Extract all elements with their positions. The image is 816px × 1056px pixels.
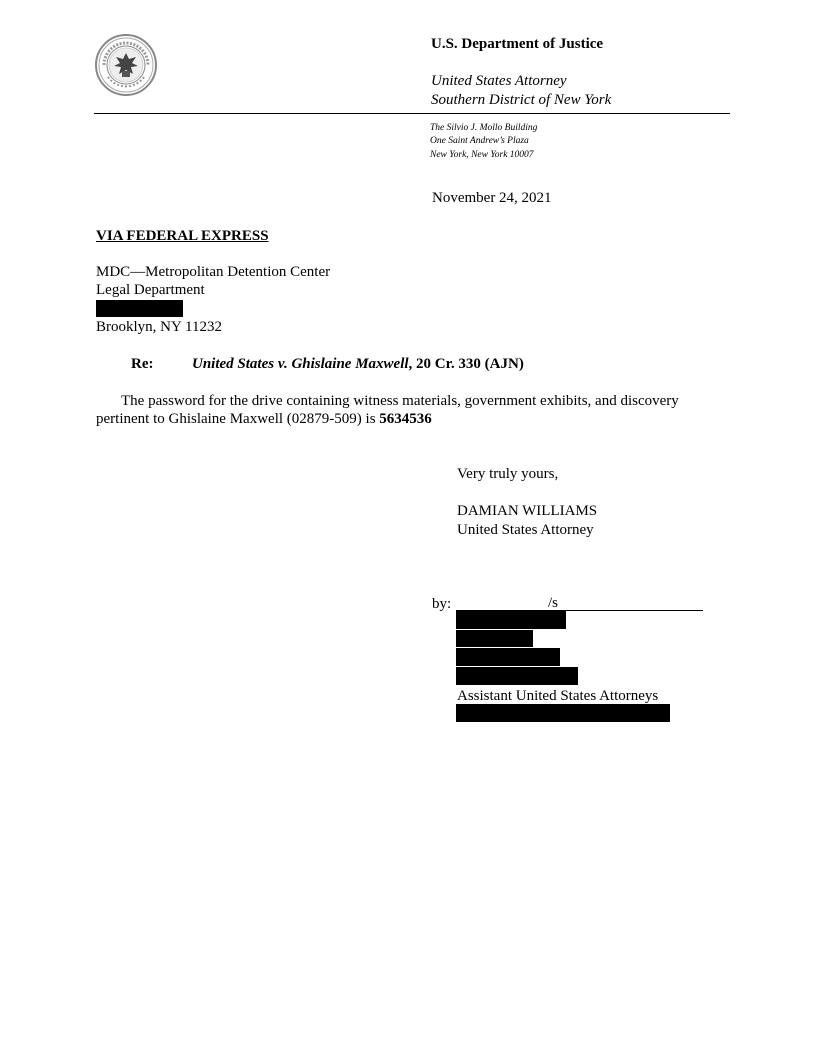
redaction-recipient-address (96, 300, 183, 317)
department-name: U.S. Department of Justice (431, 36, 604, 52)
re-label: Re: (131, 356, 154, 372)
by-label: by: (432, 596, 452, 612)
delivery-method: VIA FEDERAL EXPRESS (96, 228, 269, 244)
redaction-signer-3 (456, 648, 560, 666)
address-line-3: New York, New York 10007 (430, 150, 534, 160)
re-case-name: United States v. Ghislaine Maxwell (192, 356, 409, 372)
office-district: Southern District of New York (431, 92, 612, 108)
re-case-number: , 20 Cr. 330 (AJN) (408, 356, 524, 372)
recipient-line-1: MDC—Metropolitan Detention Center (96, 264, 331, 280)
letter-date: November 24, 2021 (432, 190, 552, 206)
redaction-signer-1 (456, 611, 566, 629)
redaction-contact (456, 704, 670, 722)
body-line-2 (96, 410, 432, 428)
closing: Very truly yours, (457, 466, 559, 482)
signature-mark: /s (548, 595, 559, 611)
re-case (192, 355, 524, 373)
password-value: 5634536 (379, 411, 432, 427)
doj-seal-icon (94, 33, 158, 97)
redaction-signer-2 (456, 630, 533, 647)
signer-name: DAMIAN WILLIAMS (457, 503, 598, 519)
letterhead-divider (94, 113, 730, 114)
body-line-2-text: pertinent to Ghislaine Maxwell (02879-509) is (96, 411, 380, 427)
redaction-signer-4 (456, 667, 578, 685)
address-line-2: One Saint Andrew’s Plaza (430, 136, 529, 146)
address-line-1: The Silvio J. Mollo Building (430, 123, 538, 133)
office-title: United States Attorney (431, 73, 567, 89)
assistants-title: Assistant United States Attorneys (457, 688, 659, 704)
recipient-line-3: Brooklyn, NY 11232 (96, 319, 222, 335)
signer-title: United States Attorney (457, 522, 594, 538)
recipient-line-2: Legal Department (96, 282, 205, 298)
body-line-1: The password for the drive containing witness materials, government exhibits, and discovery (121, 393, 679, 409)
